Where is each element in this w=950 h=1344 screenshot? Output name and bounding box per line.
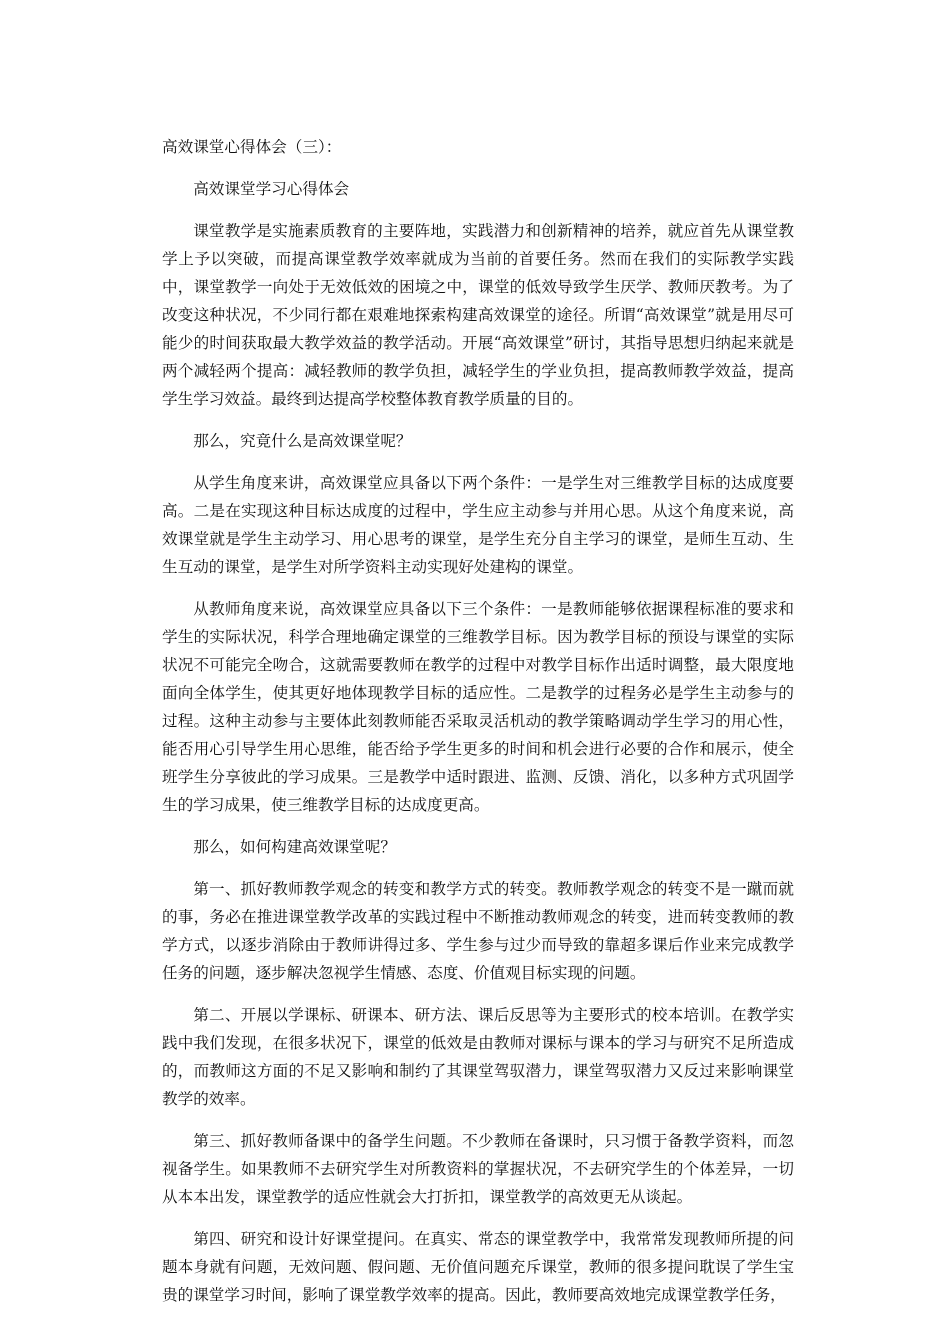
paragraph: 那么，如何构建高效课堂呢？: [193, 838, 396, 856]
paragraph: 从教师角度来说，高效课堂应具备以下三个条件：一是教师能够依据课程标准的要求和学生的实际状况，科学合理地确定课堂的三维教学目标。因为教学目标的预设与课堂的实际状况不可能完全吻合，这就需要教师在教学的过程中对教学目标作出适时调整，最大限度地面向全体学生，使其更好地体现教学目标的适应性。二是教学的过程务必是学生主动参与的过程。这种主动参与主要体此刻教师能否采取灵活机动的教学策略调动学生学习的用心性，能否用心引导学生用心思维，能否给予学生更多的时间和机会进行必要的合作和展示，使全班学生分享彼此的学习成果。三是教学中适时跟进、监测、反馈、消化，以多种方式巩固学生的学习成果，使三维教学目标的达成度更高。: [162, 600, 794, 814]
document-heading: 高效课堂心得体会（三）：: [162, 138, 342, 156]
paragraph: 那么，究竟什么是高效课堂呢？: [193, 432, 412, 450]
paragraph: 第一、抓好教师教学观念的转变和教学方式的转变。教师教学观念的转变不是一蹴而就的事，务必在推进课堂教学改革的实践过程中不断推动教师观念的转变，进而转变教师的教学方式，以逐步消除由于教师讲得过多、学生参与过少而导致的靠超多课后作业来完成教学任务的问题，逐步解决忽视学生情感、态度、价值观目标实现的问题。: [162, 880, 794, 982]
paragraph: 第二、开展以学课标、研课本、研方法、课后反思等为主要形式的校本培训。在教学实践中我们发现，在很多状况下，课堂的低效是由教师对课标与课本的学习与研究不足所造成的，而教师这方面的不足又影响和制约了其课堂驾驭潜力，课堂驾驭潜力又反过来影响课堂教学的效率。: [162, 1006, 794, 1108]
document-page: [162, 133, 794, 1323]
paragraph: 课堂教学是实施素质教育的主要阵地，实践潜力和创新精神的培养，就应首先从课堂教学上予以突破，而提高课堂教学效率就成为当前的首要任务。然而在我们的实际教学实践中，课堂教学一向处于无效低效的困境之中，课堂的低效导致学生厌学、教师厌教考。为了改变这种状况，不少同行都在艰难地探索构建高效课堂的途径。所谓“高效课堂”就是用尽可能少的时间获取最大教学效益的教学活动。开展“高效课堂”研讨，其指导思想归纳起来就是两个减轻两个提高：减轻教师的教学负担，减轻学生的学业负担，提高教师教学效益，提高学生学习效益。最终到达提高学校整体教育教学质量的目的。: [162, 222, 794, 408]
paragraph: 第三、抓好教师备课中的备学生问题。不少教师在备课时，只习惯于备教学资料，而忽视备学生。如果教师不去研究学生对所教资料的掌握状况，不去研究学生的个体差异，一切从本本出发，课堂教学的适应性就会大打折扣，课堂教学的高效更无从谈起。: [162, 1132, 794, 1206]
section-subtitle: 高效课堂学习心得体会: [193, 180, 350, 198]
paragraph: 第四、研究和设计好课堂提问。在真实、常态的课堂教学中，我常常发现教师所提的问题本身就有问题，无效问题、假问题、无价值问题充斥课堂，教师的很多提问耽误了学生宝贵的课堂学习时间，影响了课堂教学效率的提高。因此，教师要高效地完成课堂教学任务，: [162, 1230, 794, 1304]
paragraph: 从学生角度来讲，高效课堂应具备以下两个条件：一是学生对三维教学目标的达成度要高。二是在实现这种目标达成度的过程中，学生应主动参与并用心思。从这个角度来说，高效课堂就是学生主动学习、用心思考的课堂，是学生充分自主学习的课堂，是师生互动、生生互动的课堂，是学生对所学资料主动实现好处建构的课堂。: [162, 474, 794, 576]
